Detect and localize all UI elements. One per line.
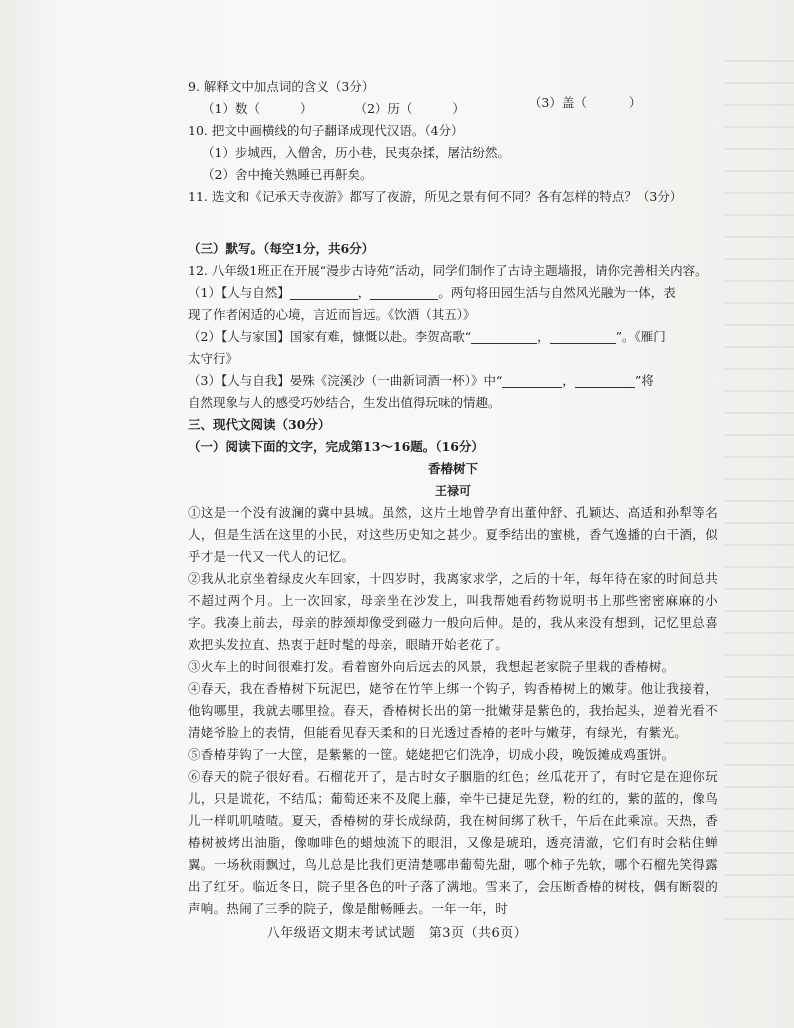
q11-stem: 11. 选文和《记承天寺夜游》都写了夜游，所见之景有何不同？各有怎样的特点？（3分） [188,189,683,204]
article-paragraph-5: ⑤香椿芽钩了一大筐，是紫紫的一筐。姥姥把它们洗净，切成小段，晚饭摊成鸡蛋饼。 [188,747,675,762]
fill-blank[interactable] [290,285,358,300]
q10-sentence2: （2）舍中掩关熟睡已再鼾矣。 [202,167,373,182]
q12-part1-line1: （1）【人与自然】 ， 。两句将田园生活与自然风光融为一体，表 [188,285,676,300]
article-title: 香椿树下 [427,461,478,476]
answer-space [188,208,718,238]
fill-blank[interactable] [550,329,616,344]
article-paragraph-2: ②我从北京坐着绿皮火车回家，十四岁时，我离家求学，之后的十年，每年待在家的时间总共不超过两个月。上一次回家，母亲坐在沙发上，叫我帮她看药物说明书上那些密密麻麻的小字。我凑上前去，母亲的脖颈却像受到磁力一般向后伸。是的，我从来没有想到，记忆里总喜欢把头发拉直、热衷于赶时髦的母亲，眼睛开始老花了。 [188,571,718,652]
q12-part1-line2: 现了作者闲适的心境，言近而旨远。《饮酒（其五）》 [188,307,476,322]
q12-stem: 12. 八年级1班正在开展“漫步古诗苑”活动，同学们制作了古诗主题墙报，请你完善相关内容。 [188,263,708,278]
article-author: 王禄可 [434,484,471,498]
q9-item1: （1）数（ [202,101,260,116]
q9-item3: （3）盖（ [528,95,587,110]
article-paragraph-6: ⑥春天的院子很好看。石榴花开了，是古时女子胭脂的红色；丝瓜花开了，有时它是在迎你玩儿，只是谎花，不结瓜；葡萄还来不及爬上藤，牵牛已捷足先登，粉的红的，紫的蓝的，像鸟儿一样叽叽喳喳。夏天，香椿树的芽长成绿荫，我在树间绑了秋千，午后在此乘凉。天热，香椿树被烤出油脂，像咖啡色的蜡烛流下的眼泪，又像是琥珀，透亮清澈，它们有时会粘住蝉翼。一场秋雨飘过，鸟儿总是比我们更清楚哪串葡萄先甜，哪个柿子先软，哪个石榴先笑得露出了红牙。临近冬日，院子里各色的叶子落了满地。雪来了，会压断香椿的树枝，偶有断裂的声响。热闹了三季的院子，像是酣畅睡去。一年一年，时 [188,769,718,916]
q9-stem: 9. 解释文中加点词的含义（3分） [188,79,375,94]
article-paragraph-3: ③火车上的时间很难打发。看着窗外向后远去的风景，我想起老家院子里栽的香椿树。 [188,659,675,674]
q10-stem: 10. 把文中画横线的句子翻译成现代汉语。（4分） [188,123,464,138]
bleed-through-shadow [724,60,794,920]
q10-sentence1: （1）步城西，入僧舍，历小巷，民夷杂揉，屠沽纷然。 [202,145,510,160]
article-paragraph-4: ④春天，我在香椿树下玩泥巴，姥爷在竹竿上绑一个钩子，钩香椿树上的嫩芽。他让我接着，他钩哪里，我就去哪里捡。春天，香椿树长出的第一批嫩芽是紫色的，我抬起头，逆着光看不清姥爷脸上的表情，但能看见春天柔和的日光透过香椿的老叶与嫩芽，有绿光，有紫光。 [188,681,718,740]
fill-blank[interactable] [370,285,438,300]
q9-item2: （2）历（ [354,101,413,116]
q9-items: （1）数（ ） （2）历（ ） （3）盖（ ） [202,95,642,116]
fill-blank[interactable] [575,373,635,388]
fill-blank[interactable] [502,373,562,388]
q12-part3-line2: 自然现象与人的感受巧妙结合，生发出值得玩味的情趣。 [188,395,501,410]
section3-heading: （三）默写。（每空1分，共6分） [188,241,375,256]
part3-subheading: （一）阅读下面的文字，完成第13～16题。（16分） [188,439,484,454]
article-paragraph-1: ①这是一个没有波澜的冀中县城。虽然，这片土地曾孕育出董仲舒、孔颖达、高适和孙犁等名人，但是生活在这里的小民，对这些历史知之甚少。夏季结出的蜜桃，香气逸播的白干酒，似乎才是一代又一代人的记忆。 [188,505,718,564]
page-footer: 八年级语文期末考试试题 第3页（共6页） [266,926,528,941]
exam-content [188,76,718,920]
part3-heading: 三、现代文阅读（30分） [188,417,331,432]
q12-part2-line1: （2）【人与家国】国家有难，慷慨以赴。李贺高歌“ ， ”。《雁门 [188,329,666,344]
q12-part2-line2: 太守行》 [188,351,239,366]
fill-blank[interactable] [471,329,537,344]
q12-part3-line1: （3）【人与自我】晏殊《浣溪沙（一曲新词酒一杯）》中“ ， ”将 [188,373,654,388]
